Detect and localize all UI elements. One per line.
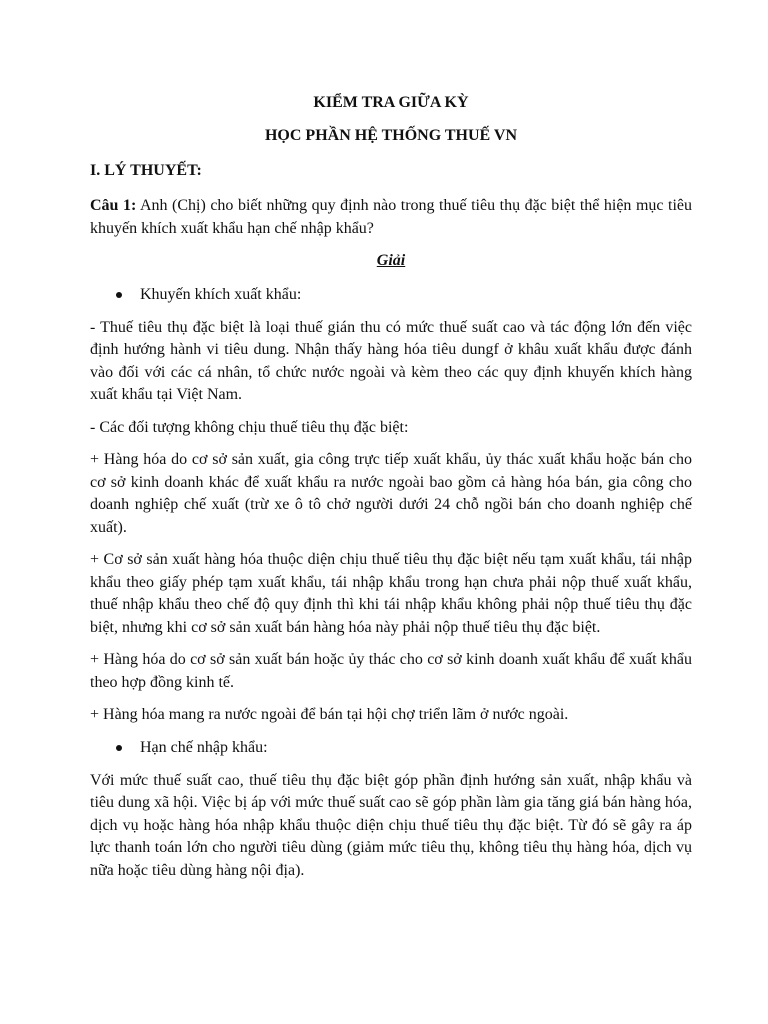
document-title: KIỂM TRA GIỮA KỲ	[313, 94, 469, 111]
paragraph: - Thuế tiêu thụ đặc biệt là loại thuế gián thu có mức thuế suất cao và tác động lớn đến việc định hướng hành vi tiêu dung. Nhận thấy hàng hóa tiêu dungf ở khâu xuất khẩu được đánh vào đối với các cá nhân, tổ chức nước ngoài và kèm theo các quy định khuyến khích hàng xuất khẩu tại Việt Nam.	[90, 318, 692, 403]
paragraph: + Hàng hóa do cơ sở sản xuất bán hoặc ủy thác cho cơ sở kinh doanh xuất khẩu để xuất khẩu theo hợp đồng kinh tế.	[90, 651, 692, 691]
bullet-icon	[116, 745, 122, 751]
bullet-item	[90, 737, 692, 759]
bullet-icon	[116, 292, 122, 298]
paragraph: + Hàng hóa do cơ sở sản xuất, gia công trực tiếp xuất khẩu, ủy thác xuất khẩu hoặc bán cho cơ sở kinh doanh khác để xuất khẩu ra nước ngoài bao gồm cả hàng hóa bán, gia công cho doanh nghiệp chế xuất (trừ xe ô tô chở người dưới 24 chỗ ngồi bán cho doanh nghiệp chế xuất).	[90, 451, 692, 536]
bullet-item	[90, 284, 692, 306]
question-text: Anh (Chị) cho biết những quy định nào trong thuế tiêu thụ đặc biệt thể hiện mục tiêu khuyến khích xuất khẩu hạn chế nhập khẩu?	[90, 197, 693, 237]
question-paragraph	[90, 195, 692, 240]
bullet-text: Hạn chế nhập khẩu:	[140, 738, 268, 756]
paragraph: + Hàng hóa mang ra nước ngoài để bán tại hội chợ triển lãm ở nước ngoài.	[90, 706, 569, 723]
paragraph: - Các đối tượng không chịu thuế tiêu thụ đặc biệt:	[90, 418, 409, 436]
answer-heading: Giải	[376, 252, 406, 269]
document-subtitle: HỌC PHẦN HỆ THỐNG THUẾ VN	[264, 127, 518, 144]
paragraph: + Cơ sở sản xuất hàng hóa thuộc diện chịu thuế tiêu thụ đặc biệt nếu tạm xuất khẩu, tái nhập khẩu theo giấy phép tạm xuất khẩu, tái nhập khẩu trong hạn chưa phải nộp thuế xuất khẩu, thuế nhập khẩu theo chế độ quy định thì khi tái nhập khẩu không phải nộp thuế tiêu thụ đặc biệt, nhưng khi cơ sở sản xuất bán hàng hóa này phải nộp thuế tiêu thụ đặc biệt.	[90, 551, 692, 636]
bullet-text: Khuyến khích xuất khẩu:	[140, 285, 302, 303]
question-label: Câu 1:	[90, 197, 137, 214]
paragraph: Với mức thuế suất cao, thuế tiêu thụ đặc biệt góp phần định hướng sản xuất, nhập khẩu và tiêu dung xã hội. Việc bị áp với mức thuế suất cao sẽ góp phần làm gia tăng giá bán hàng hóa, dịch vụ hoặc hàng hóa nhập khẩu thuộc diện chịu thuế tiêu thụ đặc biệt. Từ đó sẽ gây ra áp lực thanh toán lớn cho người tiêu dùng (giảm mức tiêu thụ, không tiêu thụ hàng hóa, dịch vụ nữa hoặc tiêu dùng hàng nội địa).	[90, 771, 692, 879]
section-heading: I. LÝ THUYẾT:	[90, 162, 202, 179]
